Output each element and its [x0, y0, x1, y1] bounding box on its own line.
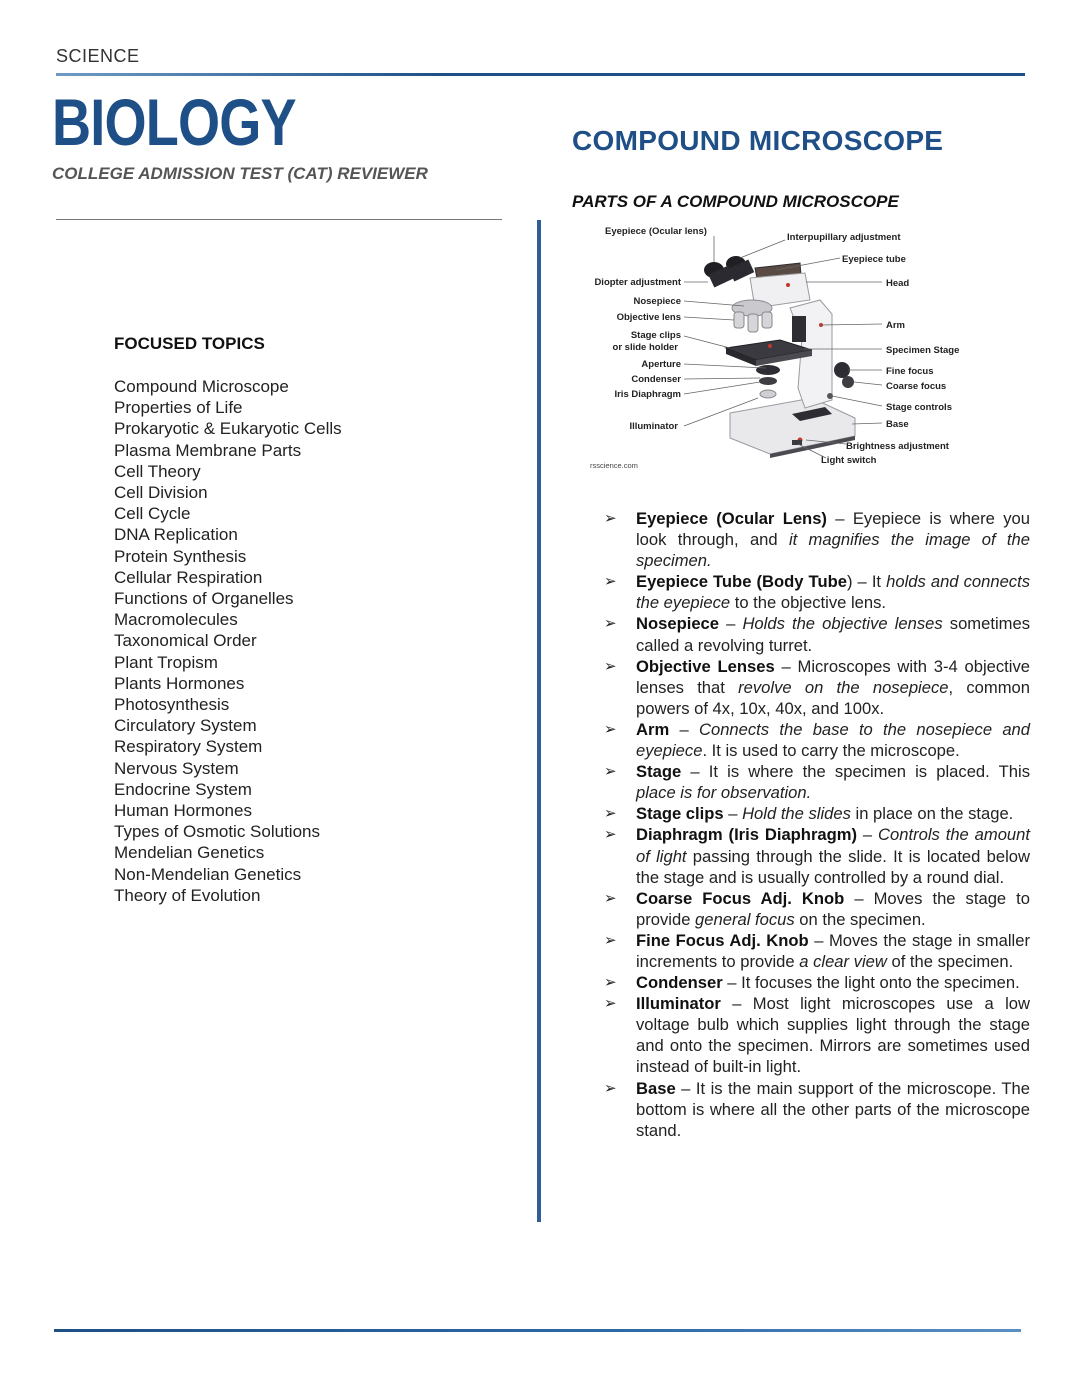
topic-item: Cell Theory: [114, 461, 201, 481]
microscope-diagram: [580, 218, 970, 476]
topic-item: Theory of Evolution: [114, 885, 261, 905]
part-description-text: Diaphragm (Iris Diaphragm) – Controls the amount of light passing through the slide. It is located below the stage and is usually controlled by a round dial.: [636, 825, 1030, 887]
topic-item: Taxonomical Order: [114, 631, 257, 651]
topic-item: Cell Cycle: [114, 504, 191, 524]
part-description-text: Illuminator – Most light microscopes use a low voltage bulb which supplies light through the stage and onto the specimen. Mirrors are sometimes used instead of built-in light.: [636, 994, 1030, 1077]
part-description-text: Coarse Focus Adj. Knob – Moves the stage to provide general focus on the specimen.: [636, 888, 1031, 929]
part-description-text: Nosepiece – Holds the objective lenses sometimes called a revolving turret.: [636, 614, 1030, 655]
part-description-text: Eyepiece (Ocular Lens) – Eyepiece is where you look through, and it magnifies the image of the specimen.: [636, 509, 1030, 571]
arrow-bullet-icon: ➢: [604, 510, 617, 527]
diagram-label-stage-clips: Stage clips: [630, 330, 681, 341]
topic-item: Human Hormones: [114, 801, 252, 821]
topic-item: Non-Mendelian Genetics: [114, 864, 302, 884]
diagram-label-coarse-focus: Coarse focus: [886, 381, 947, 392]
part-description: [604, 719, 1030, 761]
diagram-label-aperture: Aperture: [641, 359, 681, 370]
part-description-text: Condenser – It focuses the light onto the specimen.: [636, 973, 1020, 993]
diagram-label-head: Head: [886, 278, 910, 289]
diagram-label-illuminator: Illuminator: [629, 421, 678, 432]
part-description-text: Stage clips – Hold the slides in place on the stage.: [636, 804, 1014, 824]
topic-item: Plasma Membrane Parts: [114, 440, 302, 460]
arrow-bullet-icon: ➢: [604, 763, 617, 781]
part-description: [604, 993, 1030, 1077]
diagram-label-eyepiece: Eyepiece (Ocular lens): [605, 226, 707, 237]
column-divider: [537, 220, 541, 1222]
left-divider: [56, 219, 502, 220]
diagram-heading: PARTS OF A COMPOUND MICROSCOPE: [572, 192, 899, 211]
arrow-bullet-icon: ➢: [604, 573, 617, 591]
topic-item: Circulatory System: [114, 716, 257, 736]
diagram-label-stage-controls: Stage controls: [886, 402, 952, 413]
topic-item: Plants Hormones: [114, 673, 245, 693]
arrow-bullet-icon: ➢: [604, 826, 617, 844]
top-divider: [56, 73, 1025, 76]
arrow-bullet-icon: ➢: [604, 889, 617, 907]
arrow-bullet-icon: ➢: [604, 1079, 617, 1097]
diagram-label-interpupillary: Interpupillary adjustment: [787, 232, 901, 243]
section-title: COMPOUND MICROSCOPE: [572, 125, 944, 156]
topic-item: Cell Division: [114, 483, 208, 503]
topic-item: Macromolecules: [114, 610, 238, 630]
diagram-label-condenser: Condenser: [631, 374, 681, 385]
part-description: [604, 571, 1030, 613]
diagram-label-eyepiece-tube: Eyepiece tube: [842, 254, 906, 265]
part-description: [604, 888, 1030, 930]
arrow-bullet-icon: ➢: [604, 720, 617, 738]
focused-topics-heading: FOCUSED TOPICS: [114, 334, 265, 353]
topic-item: Endocrine System: [114, 779, 252, 799]
topic-item: Prokaryotic & Eukaryotic Cells: [114, 419, 342, 439]
part-description: [604, 803, 1030, 824]
parts-list: [604, 508, 1030, 1141]
topic-item: Photosynthesis: [114, 695, 230, 715]
diagram-label-iris: Iris Diaphragm: [614, 389, 681, 400]
topic-item: Nervous System: [114, 758, 239, 778]
arrow-bullet-icon: ➢: [604, 974, 617, 992]
part-description-text: Objective Lenses – Microscopes with 3-4 objective lenses that revolve on the nosepiece, common powers of 4x, 10x, 40x, and 100x.: [636, 656, 1030, 718]
part-description: [604, 972, 1030, 993]
diagram-label-arm: Arm: [886, 320, 906, 331]
arrow-bullet-icon: ➢: [604, 995, 617, 1013]
topic-item: Protein Synthesis: [114, 546, 247, 566]
diagram-label-objective: Objective lens: [616, 312, 681, 323]
topic-item: Plant Tropism: [114, 652, 218, 672]
topic-item: Cellular Respiration: [114, 567, 263, 587]
diagram-label-brightness: Brightness adjustment: [846, 441, 949, 452]
microscope-illustration: [704, 256, 855, 458]
part-description: [604, 1078, 1030, 1141]
part-description-text: Eyepiece Tube (Body Tube) – It holds and connects the eyepiece to the objective lens.: [636, 572, 1030, 613]
arrow-bullet-icon: ➢: [604, 805, 617, 823]
part-description-text: Stage – It is where the specimen is placed. This place is for observation.: [636, 762, 1030, 803]
diagram-source: rsscience.com: [590, 461, 638, 470]
subject-label: SCIENCE: [56, 46, 140, 66]
part-description-text: Arm – Connects the base to the nosepiece and eyepiece. It is used to carry the microscope.: [636, 719, 1031, 761]
topic-list: [114, 376, 342, 906]
bottom-divider: [54, 1329, 1021, 1332]
page-title: BIOLOGY: [52, 85, 296, 159]
diagram-label-fine-focus: Fine focus: [886, 366, 934, 377]
topic-item: Properties of Life: [114, 398, 243, 418]
diagram-label-slide-holder: or slide holder: [612, 342, 678, 353]
part-description: [604, 824, 1030, 887]
topic-item: Respiratory System: [114, 737, 263, 757]
topic-item: Compound Microscope: [114, 377, 289, 396]
page-subtitle: COLLEGE ADMISSION TEST (CAT) REVIEWER: [52, 164, 428, 183]
diagram-label-base: Base: [886, 419, 909, 430]
part-description: [604, 761, 1030, 803]
part-description-text: Base – It is the main support of the microscope. The bottom is where all the other parts of the microscope stand.: [636, 1078, 1030, 1140]
part-description-text: Fine Focus Adj. Knob – Moves the stage in smaller increments to provide a clear view of the specimen.: [636, 930, 1030, 971]
topic-item: Functions of Organelles: [114, 589, 294, 609]
topic-item: Mendelian Genetics: [114, 843, 265, 863]
diagram-label-diopter: Diopter adjustment: [594, 277, 681, 288]
arrow-bullet-icon: ➢: [604, 657, 617, 675]
topic-item: DNA Replication: [114, 525, 238, 545]
part-description: [604, 930, 1030, 972]
part-description: [604, 613, 1030, 655]
topic-item: Types of Osmotic Solutions: [114, 822, 320, 842]
arrow-bullet-icon: ➢: [604, 615, 617, 633]
diagram-label-light-switch: Light switch: [821, 455, 877, 466]
diagram-label-specimen-stage: Specimen Stage: [886, 345, 960, 356]
arrow-bullet-icon: ➢: [604, 931, 617, 949]
part-description: [604, 508, 1030, 571]
part-description: [604, 656, 1030, 719]
diagram-label-nosepiece: Nosepiece: [633, 296, 681, 307]
